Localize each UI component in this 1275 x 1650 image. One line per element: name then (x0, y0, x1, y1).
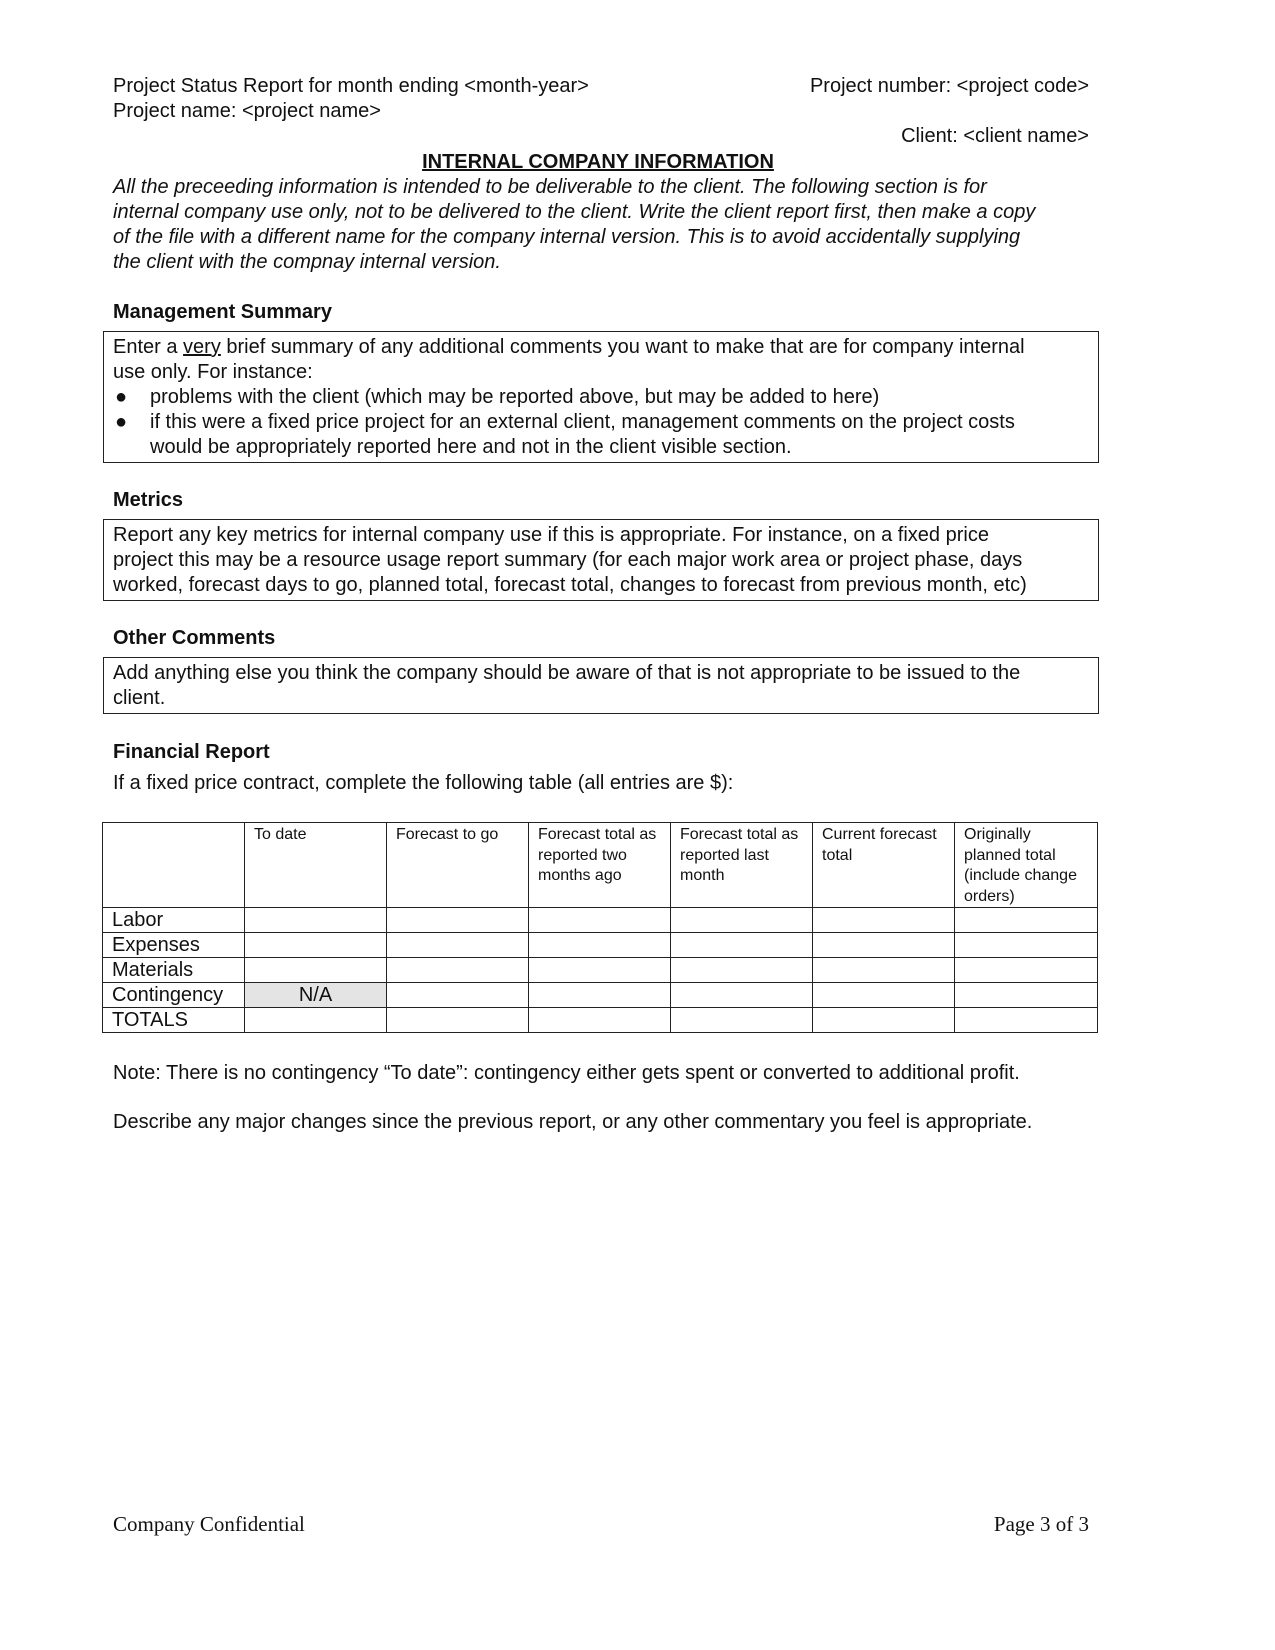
table-cell[interactable] (671, 933, 813, 958)
intro-line: of the file with a different name for the company internal version. This is to avoid accidentally supplying (113, 226, 1021, 248)
project-name: Project name: <project name> (113, 100, 381, 122)
footer-confidential: Company Confidential (113, 1512, 305, 1536)
row-label-materials: Materials (103, 958, 245, 983)
table-cell[interactable] (387, 908, 529, 933)
text-fragment: Enter a (113, 336, 184, 358)
header-cell-originally-planned: Originally planned total (include change orders) (955, 823, 1098, 908)
table-cell[interactable] (245, 1008, 387, 1033)
management-summary-title: Management Summary (113, 301, 332, 323)
table-cell[interactable] (529, 1008, 671, 1033)
management-summary-box[interactable] (103, 331, 1099, 463)
table-row (103, 908, 1098, 933)
table-cell[interactable] (387, 983, 529, 1008)
other-comments-line: Add anything else you think the company should be aware of that is not appropriate to be issued to the (113, 662, 1021, 684)
table-cell[interactable] (671, 908, 813, 933)
table-cell[interactable] (387, 958, 529, 983)
table-header-row (103, 823, 1098, 908)
describe-changes: Describe any major changes since the previous report, or any other commentary you feel is appropriate. (113, 1111, 1033, 1133)
table-cell[interactable] (245, 908, 387, 933)
report-title: Project Status Report for month ending <month-year> (113, 75, 589, 97)
other-comments-title: Other Comments (113, 627, 276, 649)
metrics-line: project this may be a resource usage report summary (for each major work area or project phase, days (113, 549, 1023, 571)
table-cell[interactable] (529, 983, 671, 1008)
financial-table (102, 822, 1098, 1033)
contingency-note: Note: There is no contingency “To date”: contingency either gets spent or converted to additional profit. (113, 1062, 1020, 1084)
bullet-icon: ● (115, 386, 128, 408)
table-cell[interactable] (955, 908, 1098, 933)
table-row (103, 933, 1098, 958)
row-label-totals: TOTALS (103, 1008, 245, 1033)
na-cell: N/A (245, 983, 387, 1008)
header-cell-forecast-to-go: Forecast to go (387, 823, 529, 908)
emphasis-very: very (183, 336, 221, 358)
bullet-text: would be appropriately reported here and not in the client visible section. (150, 436, 792, 458)
row-label-expenses: Expenses (103, 933, 245, 958)
intro-line: the client with the compnay internal version. (113, 251, 501, 273)
header-cell-to-date: To date (245, 823, 387, 908)
table-cell[interactable] (387, 933, 529, 958)
intro-line: All the preceeding information is intended to be deliverable to the client. The following section is for (113, 176, 987, 198)
financial-instruction: If a fixed price contract, complete the following table (all entries are $): (113, 772, 734, 794)
metrics-line: Report any key metrics for internal company use if this is appropriate. For instance, on a fixed price (113, 524, 989, 546)
management-summary-line (113, 335, 1089, 360)
table-cell[interactable] (955, 933, 1098, 958)
table-cell[interactable] (245, 958, 387, 983)
table-cell[interactable] (955, 958, 1098, 983)
table-cell[interactable] (387, 1008, 529, 1033)
row-label-contingency: Contingency (103, 983, 245, 1008)
table-cell[interactable] (813, 958, 955, 983)
bullet-item (113, 385, 1089, 410)
footer-page-number: Page 3 of 3 (993, 1512, 1089, 1536)
table-cell[interactable] (671, 958, 813, 983)
bullet-icon: ● (115, 411, 128, 433)
table-cell[interactable] (245, 933, 387, 958)
header-cell-forecast-two-months: Forecast total as reported two months ago (529, 823, 671, 908)
table-cell[interactable] (671, 983, 813, 1008)
management-summary-line: use only. For instance: (113, 361, 313, 383)
table-row (103, 983, 1098, 1008)
other-comments-box[interactable] (103, 657, 1099, 714)
metrics-box[interactable] (103, 519, 1099, 601)
table-cell[interactable] (529, 958, 671, 983)
bullet-item (113, 410, 1089, 460)
text-fragment: brief summary of any additional comments you want to make that are for company internal (220, 336, 1025, 358)
project-number: Project number: <project code> (809, 75, 1089, 97)
header-cell-forecast-last-month: Forecast total as reported last month (671, 823, 813, 908)
section-heading: INTERNAL COMPANY INFORMATION (422, 151, 774, 173)
table-row (103, 1008, 1098, 1033)
table-cell[interactable] (813, 933, 955, 958)
table-cell[interactable] (813, 908, 955, 933)
table-cell[interactable] (671, 1008, 813, 1033)
intro-paragraph (113, 175, 1093, 275)
table-cell[interactable] (955, 983, 1098, 1008)
financial-report-title: Financial Report (113, 741, 270, 763)
header-cell-empty (103, 823, 245, 908)
bullet-text: problems with the client (which may be reported above, but may be added to here) (150, 386, 880, 408)
table-cell[interactable] (813, 1008, 955, 1033)
metrics-title: Metrics (113, 489, 184, 511)
table-cell[interactable] (529, 908, 671, 933)
metrics-line: worked, forecast days to go, planned total, forecast total, changes to forecast from previous month, etc) (113, 574, 1027, 596)
intro-line: internal company use only, not to be delivered to the client. Write the client report first, then make a copy (113, 201, 1036, 223)
row-label-labor: Labor (103, 908, 245, 933)
table-row (103, 958, 1098, 983)
table-cell[interactable] (529, 933, 671, 958)
table-cell[interactable] (955, 1008, 1098, 1033)
header-cell-current-forecast: Current forecast total (813, 823, 955, 908)
other-comments-line: client. (113, 687, 166, 709)
bullet-text: if this were a fixed price project for an external client, management comments on the project costs (150, 411, 1015, 433)
client-name: Client: <client name> (901, 125, 1089, 147)
table-cell[interactable] (813, 983, 955, 1008)
